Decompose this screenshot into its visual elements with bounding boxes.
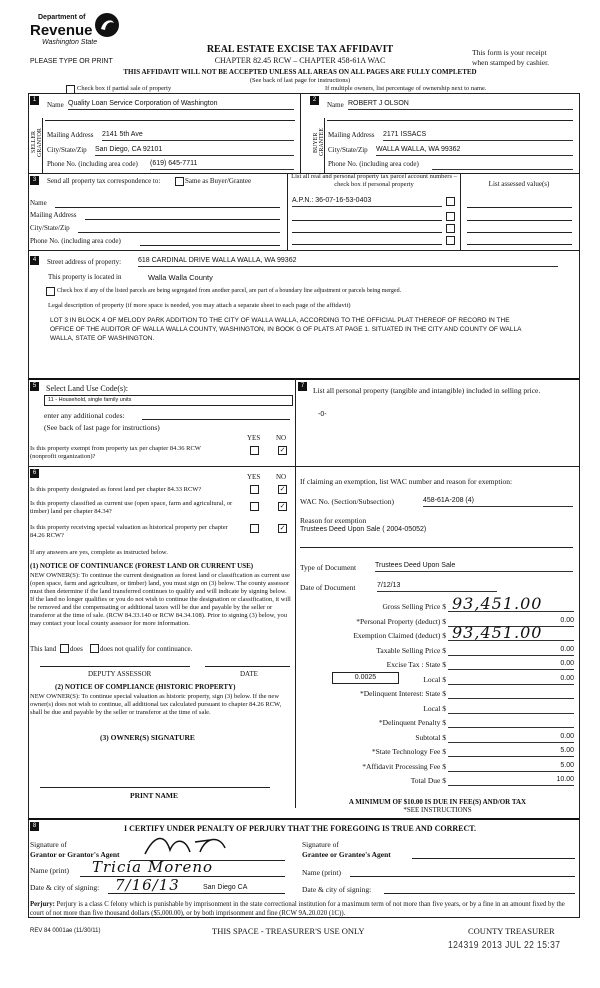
section-8-num: 8 [30, 822, 39, 831]
treasurer-stamp: 124319 2013 JUL 22 15:37 [448, 940, 561, 951]
dor-emblem-icon [94, 12, 120, 38]
certify-statement: I CERTIFY UNDER PENALTY OF PERJURY THAT THE FOREGOING IS TRUE AND CORRECT. [123, 824, 476, 833]
local-rate[interactable]: 0.0025 [332, 672, 399, 684]
segregated-checkbox[interactable] [46, 287, 55, 296]
partial-sale-label: Check box if partial sale of property [77, 85, 172, 92]
tax-row-label: *State Technology Fee $ [371, 747, 446, 756]
personal-property-value[interactable]: -0- [318, 411, 327, 418]
form-see-back: (See back of last page for instructions) [249, 77, 351, 84]
reason-label: Reason for exemption [300, 516, 367, 525]
this-land-label: This land [30, 645, 57, 653]
historic-yes-checkbox[interactable] [250, 524, 259, 533]
grantor-sig-label-2: Grantor or Grantor's Agent [30, 850, 120, 859]
doc-date[interactable]: 7/12/13 [377, 582, 497, 592]
buyer-city-label: City/State/Zip [328, 146, 368, 154]
legal-label: Legal description of property (if more space is needed, you may attach a separate sheet to each page of the affidavit) [48, 302, 351, 309]
print-name-label: PRINT NAME [130, 791, 178, 800]
seller-city-label: City/State/Zip [47, 146, 87, 154]
corr-name-label: Name [30, 199, 47, 207]
tax-row-label: *Personal Property (deduct) $ [356, 616, 446, 626]
buyer-phone-label: Phone No. (including area code) [328, 160, 419, 168]
street-address[interactable]: 618 CARDINAL DRIVE WALLA WALLA, WA 99362 [138, 257, 558, 267]
perjury-text [30, 900, 578, 918]
buyer-side-label: BUYER GRANTEE [313, 128, 325, 157]
seller-phone-label: Phone No. (including area code) [47, 160, 138, 168]
doc-type-label: Type of Document [300, 563, 357, 572]
current-use-no-checkbox[interactable]: ✓ [279, 502, 286, 510]
dept-state: Washington State [42, 39, 98, 46]
does-checkbox[interactable] [60, 644, 69, 653]
continuance-text: NEW OWNER(S): To continue the current designation as forest land or classification as current use (open space, farm and agriculture, or timber) land, you must sign on (3) below. The county assessor must then determine if the land transferred continues to qualify and will indicate by signing below. If the land no longer qualifies or you do not wish to continue the designation or classification, it will be removed and the compensating or additional taxes will be due and payable by the seller or transferor at the time of sale. (RCW 84.33.140 or RCW 84.34.108). Prior to signing (3) below, you may contact your local county assessor for more information. [30, 572, 291, 627]
section-2-num: 2 [310, 96, 319, 105]
corr-city-label: City/State/Zip [30, 224, 70, 232]
send-corr-label: Send all property tax correspondence to: [47, 177, 161, 185]
corr-mailing-label: Mailing Address [30, 211, 77, 219]
form-chapter: CHAPTER 82.45 RCW – CHAPTER 458-61A WAC [214, 56, 386, 65]
section-3-num: 3 [30, 176, 39, 185]
tax-row-label: *Delinquent Interest: State $ [359, 689, 446, 698]
tax-row-value[interactable]: 0.00 [448, 675, 574, 685]
s6-no-header: NO [276, 473, 287, 481]
buyer-phone[interactable] [432, 160, 573, 170]
receipt-line-1: This form is your receipt [472, 48, 547, 57]
section-1-num: 1 [30, 96, 39, 105]
if-yes-note: If any answers are yes, complete as instructed below. [30, 549, 168, 556]
corr-phone-label: Phone No. (including area code) [30, 237, 121, 245]
seller-name[interactable]: Quality Loan Service Corporation of Washington [68, 100, 294, 110]
tax-row-value[interactable] [448, 689, 574, 699]
seller-phone[interactable]: (619) 645-7711 [150, 160, 294, 170]
section-4-num: 4 [30, 256, 39, 265]
buyer-mailing[interactable]: 2171 ISSACS [383, 131, 573, 141]
perjury-body: Perjury is a class C felony which is punishable by imprisonment in the state correctional institution for a maximum term of not more than five years, or by a fine in an amount fixed by the court of not more than five thousand dollars ($5,000.00), or by both imprisonment and fine (RCW 9A.20.020 (1C)). [30, 901, 565, 917]
seller-city[interactable]: San Diego, CA 92101 [95, 146, 294, 156]
section5-see-back: (See back of last page for instructions) [44, 423, 160, 432]
additional-codes-label: enter any additional codes: [44, 411, 125, 420]
buyer-mailing-label: Mailing Address [328, 131, 375, 139]
tax-row-value[interactable] [448, 704, 574, 714]
personal-property-label: List all personal property (tangible and intangible) included in selling price. [313, 386, 541, 395]
tax-row-label: Exemption Claimed (deduct) $ [353, 631, 446, 640]
dept-revenue: Revenue [30, 22, 93, 39]
parcel-3-checkbox[interactable] [446, 224, 455, 233]
grantor-signature[interactable] [140, 832, 230, 860]
grantor-name-label: Name (print) [30, 866, 69, 875]
tax-row-label: Excise Tax : State $ [386, 660, 446, 669]
does-not-checkbox[interactable] [90, 644, 99, 653]
current-use-yes-checkbox[interactable] [250, 502, 259, 511]
dor-logo [28, 12, 123, 52]
grantor-date-label: Date & city of signing: [30, 883, 100, 892]
tax-row-label: Taxable Selling Price $ [376, 645, 446, 655]
please-type: PLEASE TYPE OR PRINT [30, 58, 113, 65]
owner-signature-label: (3) OWNER(S) SIGNATURE [100, 733, 195, 742]
tax-row-label: *Affidavit Processing Fee $ [362, 761, 446, 771]
minimum-due: A MINIMUM OF $10.00 IS DUE IN FEE(S) AND/OR TAX [348, 798, 527, 806]
wac-label: WAC No. (Section/Subsection) [300, 497, 394, 506]
multiple-owners-label: If multiple owners, list percentage of ownership next to name. [325, 85, 487, 92]
seller-mailing[interactable]: 2141 5th Ave [102, 131, 294, 141]
deputy-date-label: DATE [240, 670, 258, 678]
form-warning: THIS AFFIDAVIT WILL NOT BE ACCEPTED UNLESS ALL AREAS ON ALL PAGES ARE FULLY COMPLETED [123, 68, 477, 76]
same-as-buyer-checkbox[interactable] [175, 177, 184, 186]
perjury-label: Perjury: [30, 901, 55, 908]
land-use-label: Select Land Use Code(s): [46, 384, 128, 393]
tax-row-label: Total Due $ [410, 776, 446, 785]
located-label: This property is located in [48, 273, 122, 281]
tax-row-label: *Delinquent Penalty $ [378, 718, 446, 727]
grantor-city[interactable]: San Diego CA [203, 884, 248, 891]
receipt-line-2: when stamped by cashier. [472, 58, 550, 67]
grantee-sig-label-2: Grantee or Grantee's Agent [302, 850, 391, 859]
tax-row-value[interactable]: 5.00 [448, 747, 574, 757]
parcel-number[interactable]: A.P.N.: 36-07-16-53-0403 [292, 197, 442, 207]
parcel-4-checkbox[interactable] [446, 236, 455, 245]
current-use-question: Is this property classified as current use (open space, farm and agricultural, or timber) land per chapter 84.34? [30, 500, 233, 515]
forest-yes-checkbox[interactable] [250, 485, 259, 494]
treasurer-space: THIS SPACE - TREASURER'S USE ONLY [212, 926, 365, 936]
grantee-sig-label-1: Signature of [302, 840, 339, 849]
tax-row-label: Gross Selling Price $ [382, 602, 446, 611]
compliance-title: (2) NOTICE OF COMPLIANCE (HISTORIC PROPERTY) [55, 683, 236, 691]
tax-row-value[interactable]: 10.00 [448, 776, 574, 786]
doc-date-label: Date of Document [300, 583, 356, 592]
form-title: REAL ESTATE EXCISE TAX AFFIDAVIT [206, 44, 394, 55]
grantee-name-label: Name (print) [302, 868, 341, 877]
parcel-2-checkbox[interactable] [446, 212, 455, 221]
exempt-yes-checkbox[interactable] [250, 446, 259, 455]
s5-yes-header: YES [247, 434, 261, 442]
doc-type[interactable]: Trustees Deed Upon Sale [375, 562, 573, 572]
buyer-name[interactable]: ROBERT J OLSON [348, 100, 573, 110]
grantee-date-label: Date & city of signing: [302, 885, 372, 894]
tax-row-label: Local $ [423, 674, 446, 684]
same-as-buyer-label: Same as Buyer/Grantee [185, 177, 252, 185]
section-5-num: 5 [30, 382, 39, 391]
wac-number[interactable]: 458-61A-208 (4) [423, 497, 573, 507]
does-label: does [70, 645, 83, 653]
tax-row-value[interactable]: 5.00 [448, 762, 574, 772]
county-treasurer: COUNTY TREASURER [468, 926, 555, 936]
segregated-label: Check box if any of the listed parcels are being segregated from another parcel, are part of a boundary line adjustment or parcels being merged. [57, 288, 402, 294]
section-6-num: 6 [30, 469, 39, 478]
s6-yes-header: YES [247, 473, 261, 481]
tax-row-value[interactable]: 0.00 [448, 617, 574, 627]
rev-number: REV 84 0001ae (11/30/11) [30, 928, 101, 934]
land-use-select[interactable]: 11 - Household, single family units [44, 395, 293, 406]
historic-question: Is this property receiving special valuation as historical property per chapter 84.26 RCW? [30, 524, 228, 539]
seller-side-label: SELLER GRANTOR [31, 128, 43, 157]
parcel-list-header: List all real and personal property tax parcel account numbers – check box if personal property [291, 173, 457, 188]
tax-row-label: Subtotal $ [415, 732, 446, 742]
parcel-1-checkbox[interactable] [446, 197, 455, 206]
exempt-no-checkbox[interactable]: ✓ [279, 446, 286, 454]
compliance-text: NEW OWNER(S): To continue special valuation as historic property, sign (3) below. If the new owner(s) does not wish to continue, all additional tax calculated pursuant to chapter 84.26 RCW, shall be due and payable by the seller or transferor at the time of sale. [30, 693, 282, 716]
legal-description[interactable]: LOT 3 IN BLOCK 4 OF MELODY PARK ADDITION TO THE CITY OF WALLA WALLA, ACCORDING TO THE OFFICIAL PLAT THEREOF OF RECORD IN THE OFFICE OF THE AUDITOR OF WALLA WALLA COUNTY, WASHINGTON, IN BOOK G OF PLATS AT PAGE 1. SITUATED IN THE CITY AND COUNTY OF WALLA WALLA, STATE OF WASHINGTON. [50, 317, 522, 342]
tax-row-handwritten[interactable]: 93,451.00 [452, 594, 543, 613]
tax-row-value[interactable]: 0.00 [448, 646, 574, 656]
exemption-reason[interactable]: Trustees Deed Upon Sale ( 2004-05052) [300, 526, 427, 533]
dept-of: Department of [38, 14, 86, 21]
forest-question: Is this property designated as forest land per chapter 84.33 RCW? [30, 486, 202, 493]
historic-no-checkbox[interactable]: ✓ [279, 524, 286, 532]
grantor-date-hw[interactable]: 7/16/13 [115, 876, 180, 894]
continuance-title: (1) NOTICE OF CONTINUANCE (FOREST LAND OR CURRENT USE) [30, 562, 254, 570]
exempt-question: Is this property exempt from property tax per chapter 84.36 RCW (nonprofit organization)? [30, 445, 201, 460]
tax-row-label: Local $ [423, 703, 446, 713]
buyer-name-label: Name [327, 101, 344, 109]
forest-no-checkbox[interactable]: ✓ [279, 485, 286, 493]
deputy-assessor-label: DEPUTY ASSESSOR [88, 670, 152, 678]
tax-row-value[interactable]: 0.00 [448, 660, 574, 670]
grantor-sig-label-1: Signature of [30, 840, 67, 849]
assessed-header: List assessed value(s) [488, 180, 550, 188]
seller-mailing-label: Mailing Address [47, 131, 94, 139]
buyer-city[interactable]: WALLA WALLA, WA 99362 [376, 146, 573, 156]
tax-row-handwritten[interactable]: 93,451.00 [452, 623, 543, 642]
exemption-label: If claiming an exemption, list WAC number and reason for exemption: [300, 477, 513, 486]
section-7-num: 7 [298, 382, 307, 391]
seller-name-label: Name [47, 101, 64, 109]
tax-row-value[interactable] [448, 718, 574, 728]
grantor-name-hw[interactable]: Tricia Moreno [92, 858, 214, 876]
county[interactable]: Walla Walla County [148, 273, 213, 282]
see-instructions: *SEE INSTRUCTIONS [403, 806, 472, 814]
tax-row-value[interactable]: 0.00 [448, 733, 574, 743]
s5-no-header: NO [276, 434, 287, 442]
street-label: Street address of property: [47, 258, 122, 266]
does-not-label: does not qualify for continuance. [100, 645, 193, 653]
